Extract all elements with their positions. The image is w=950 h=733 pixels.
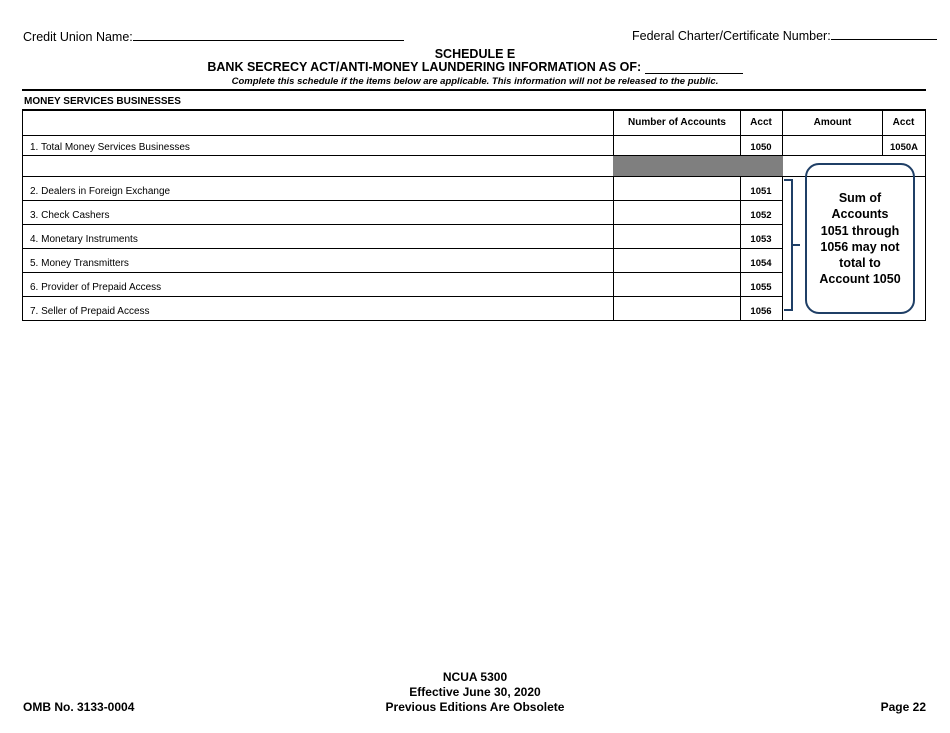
acct-code-1056: 1056 <box>750 306 772 317</box>
charter-number-field <box>632 26 937 43</box>
row-label-1051: 2. Dealers in Foreign Exchange <box>30 186 171 197</box>
footer-form: NCUA 5300 <box>442 670 508 684</box>
credit-union-name-field <box>23 27 404 44</box>
number-of-accounts-input-1053[interactable] <box>614 225 740 248</box>
acct-code-1053: 1053 <box>750 234 772 245</box>
credit-union-name-label: Credit Union Name: <box>23 30 133 44</box>
acct-code-1055: 1055 <box>750 282 772 293</box>
row-label-1056: 7. Seller of Prepaid Access <box>30 306 150 317</box>
table-rule <box>22 320 926 321</box>
number-of-accounts-input-1051[interactable] <box>614 177 740 200</box>
callout-line: Accounts <box>831 207 889 222</box>
acct-code-1052: 1052 <box>750 210 772 221</box>
section-top-rule <box>22 89 926 91</box>
schedule-title: SCHEDULE E <box>434 47 516 61</box>
footer-obsolete: Previous Editions Are Obsolete <box>385 700 565 714</box>
footer-effective: Effective June 30, 2020 <box>409 685 541 699</box>
callout-line: 1051 through <box>820 223 900 238</box>
number-of-accounts-input-1052[interactable] <box>614 201 740 224</box>
number-of-accounts-input-1054[interactable] <box>614 249 740 272</box>
footer-page: Page 22 <box>880 700 926 714</box>
amount-input-1050A[interactable] <box>783 136 882 155</box>
shaded-cell <box>613 156 783 176</box>
col-acct: Acct <box>750 117 772 128</box>
bracket-icon <box>782 176 802 316</box>
charter-number-label: Federal Charter/Certificate Number: <box>632 29 831 43</box>
row-label-1050: 1. Total Money Services Businesses <box>30 142 190 153</box>
credit-union-name-input[interactable] <box>133 27 404 41</box>
col-amount: Amount <box>813 117 852 128</box>
acct-code-1051: 1051 <box>750 186 772 197</box>
callout-line: Account 1050 <box>819 272 901 287</box>
schedule-subtitle-text: BANK SECRECY ACT/ANTI-MONEY LAUNDERING INFORMATION AS OF: <box>207 60 642 74</box>
callout-text <box>807 190 913 288</box>
table-border-left <box>22 110 23 321</box>
callout-line: Sum of <box>838 191 882 205</box>
col-acct-2: Acct <box>892 117 915 128</box>
row-label-1052: 3. Check Cashers <box>30 210 110 221</box>
number-of-accounts-input-1050[interactable] <box>614 136 740 155</box>
schedule-note: Complete this schedule if the items below are applicable. This information will not be released to the public. <box>231 76 719 87</box>
section-heading: MONEY SERVICES BUSINESSES <box>24 96 181 107</box>
table-border-right <box>925 110 926 321</box>
as-of-date-input[interactable] <box>645 61 743 74</box>
charter-number-input[interactable] <box>831 26 937 40</box>
col-number-of-accounts: Number of Accounts <box>628 117 726 128</box>
row-label-1054: 5. Money Transmitters <box>30 258 129 269</box>
section-bottom-rule <box>22 109 926 111</box>
schedule-subtitle <box>0 60 950 74</box>
row-label-1053: 4. Monetary Instruments <box>30 234 138 245</box>
number-of-accounts-input-1055[interactable] <box>614 273 740 296</box>
callout-line: total to <box>839 256 881 271</box>
footer-omb: OMB No. 3133-0004 <box>23 700 135 714</box>
number-of-accounts-input-1056[interactable] <box>614 297 740 320</box>
table-rule <box>22 155 926 156</box>
acct-code-1054: 1054 <box>750 258 772 269</box>
callout-line: 1056 may not <box>820 239 900 254</box>
acct-code-1050A: 1050A <box>890 142 918 153</box>
row-label-1055: 6. Provider of Prepaid Access <box>30 282 162 293</box>
acct-code-1050: 1050 <box>750 142 772 153</box>
